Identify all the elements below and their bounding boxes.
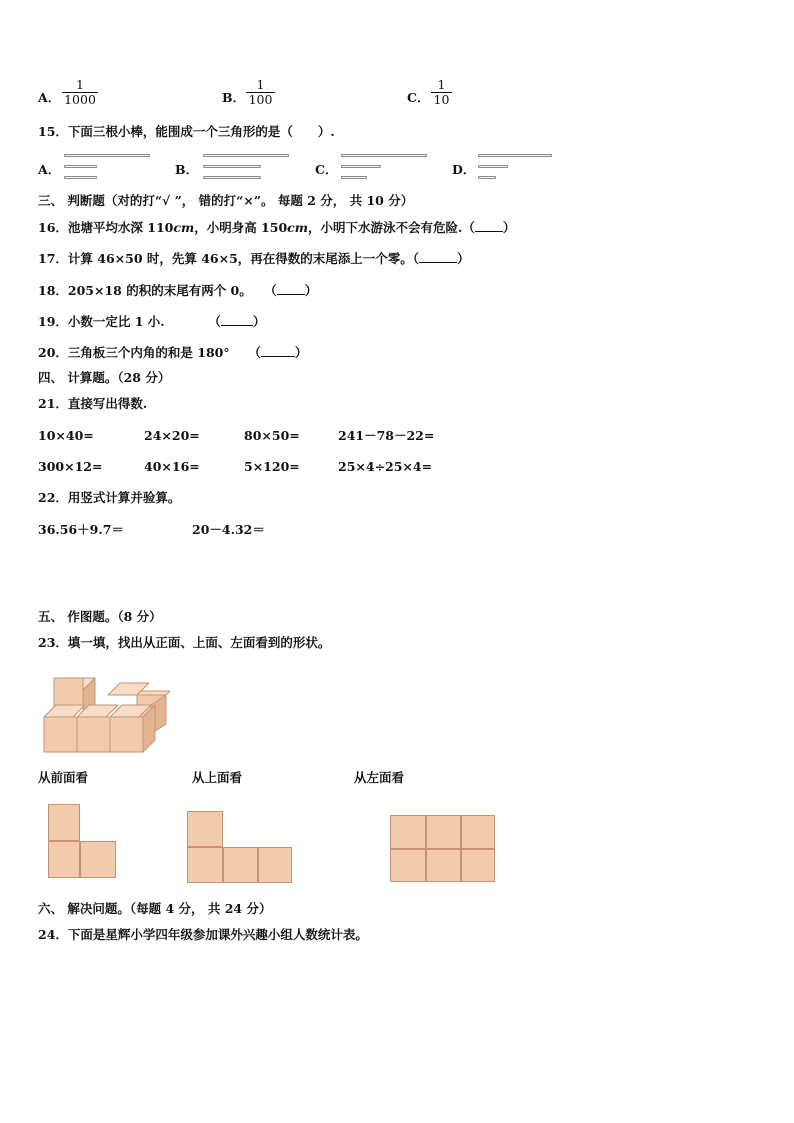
q17: 17．计算 46×50 时，先算 46×5，再在得数的末尾添上一个零。（ ）: [38, 251, 470, 266]
q15-stem: 15．下面三根小棒，能围成一个三角形的是（ ）.: [38, 124, 335, 139]
vertical-calc-item: 36.56＋9.7＝: [38, 522, 124, 537]
stick-d-3: [478, 176, 496, 179]
calc-item: 300×12=: [38, 459, 103, 474]
calc-item: 24×20=: [144, 428, 200, 443]
q18: 18．205×18 的积的末尾有两个 0。 （ ）: [38, 283, 318, 298]
stick-b-3: [203, 176, 261, 179]
calc-item: 241－78－22=: [338, 428, 435, 443]
view-square: [48, 841, 80, 878]
view-square: [187, 811, 223, 847]
view-square: [187, 847, 223, 883]
stick-c-3: [341, 176, 367, 179]
view-square: [426, 849, 461, 882]
q14-option-b-label: B．: [222, 90, 246, 105]
q22: 22．用竖式计算并验算。: [38, 490, 181, 505]
view-square: [426, 815, 461, 849]
answer-blank-17[interactable]: [419, 250, 457, 263]
q16: 16．池塘平均水深 110cm，小明身高 150cm，小明下水游泳不会有危险.（ ）: [38, 220, 516, 235]
view-label-top: 从上面看: [192, 770, 243, 785]
stick-d-2: [478, 165, 508, 168]
q14-option-a-label: A．: [38, 90, 61, 105]
q24: 24．下面是星辉小学四年级参加课外兴趣小组人数统计表。: [38, 927, 368, 942]
cube-stack-figure: [42, 668, 172, 754]
calc-item: 80×50=: [244, 428, 300, 443]
calc-item: 40×16=: [144, 459, 200, 474]
stick-b-1: [203, 154, 289, 157]
calc-item: 10×40=: [38, 428, 94, 443]
stick-c-2: [341, 165, 381, 168]
q14-option-c-label: C．: [407, 90, 430, 105]
view-label-front: 从前面看: [38, 770, 89, 785]
calc-item: 5×120=: [244, 459, 300, 474]
view-square: [223, 847, 258, 883]
view-square: [390, 849, 426, 882]
view-square: [390, 815, 426, 849]
view-square: [48, 804, 80, 841]
section-5-title: 五、 作图题。（8 分）: [38, 609, 162, 624]
stick-a-3: [64, 176, 97, 179]
q14-option-a-fraction: 1 1000: [62, 78, 98, 107]
stick-c-1: [341, 154, 427, 157]
q23: 23．填一填，找出从正面、上面、左面看到的形状。: [38, 635, 331, 650]
stick-b-2: [203, 165, 261, 168]
stick-d-1: [478, 154, 552, 157]
view-square: [461, 849, 495, 882]
q15-option-d-label: D．: [452, 162, 476, 177]
view-label-left: 从左面看: [354, 770, 405, 785]
q15-option-a-label: A．: [38, 162, 61, 177]
section-3-title: 三、 判断题（对的打“√ ”， 错的打“×”。 每题 2 分， 共 10 分）: [38, 193, 414, 208]
answer-blank-18[interactable]: [277, 282, 305, 295]
stick-a-1: [64, 154, 150, 157]
view-square: [258, 847, 292, 883]
q20: 20．三角板三个内角的和是 180° （ ）: [38, 345, 308, 360]
q15-option-c-label: C．: [315, 162, 338, 177]
q14-option-c-fraction: 1 10: [431, 78, 452, 107]
section-4-title: 四、 计算题。（28 分）: [38, 370, 171, 385]
q14-option-b-fraction: 1 100: [246, 78, 275, 107]
answer-blank-19[interactable]: [221, 313, 253, 326]
q21: 21．直接写出得数.: [38, 396, 148, 411]
view-square: [80, 841, 116, 878]
view-square: [461, 815, 495, 849]
calc-item: 25×4÷25×4=: [338, 459, 433, 474]
q19: 19．小数一定比 1 小. （ ）: [38, 314, 266, 329]
vertical-calc-item: 20－4.32＝: [192, 522, 265, 537]
section-6-title: 六、 解决问题。（每题 4 分， 共 24 分）: [38, 901, 272, 916]
stick-a-2: [64, 165, 97, 168]
answer-blank-20[interactable]: [261, 344, 295, 357]
answer-blank-16[interactable]: [475, 219, 503, 232]
q15-option-b-label: B．: [175, 162, 199, 177]
